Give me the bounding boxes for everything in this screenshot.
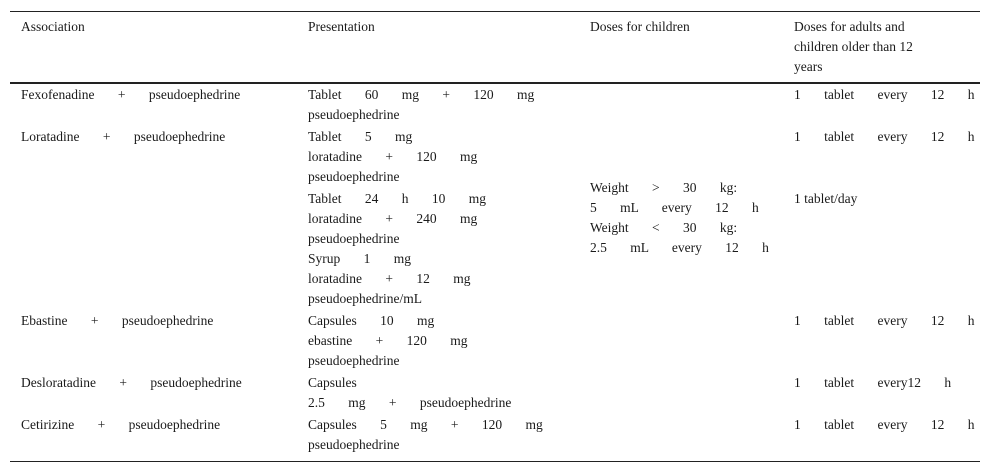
header-association: Association <box>21 19 85 34</box>
adult-dose-desloratadine: 1 tablet every12 h <box>794 375 952 390</box>
table-header-rule <box>10 82 980 84</box>
presentation-loratadine-line5: loratadine + 240 mg <box>308 211 478 226</box>
presentation-fexofenadine-line2: pseudoephedrine <box>308 107 400 122</box>
association-desloratadine: Desloratadine + pseudoephedrine <box>21 375 242 390</box>
children-dose-line3: Weight < 30 kg: <box>590 220 738 235</box>
header-doses-adults-line1: Doses for adults and <box>794 19 905 34</box>
presentation-loratadine-line2: loratadine + 120 mg <box>308 149 478 164</box>
presentation-fexofenadine-line1: Tablet 60 mg + 120 mg <box>308 87 535 102</box>
adult-dose-loratadine-a: 1 tablet every 12 h <box>794 129 975 144</box>
presentation-loratadine-line9: pseudoephedrine/mL <box>308 291 422 306</box>
association-cetirizine: Cetirizine + pseudoephedrine <box>21 417 221 432</box>
presentation-cetirizine-line1: Capsules 5 mg + 120 mg <box>308 417 543 432</box>
header-doses-adults-line2: children older than 12 <box>794 39 913 54</box>
presentation-loratadine-line7: Syrup 1 mg <box>308 251 412 266</box>
adult-dose-fexofenadine: 1 tablet every 12 h <box>794 87 975 102</box>
header-doses-children: Doses for children <box>590 19 690 34</box>
presentation-ebastine-line2: ebastine + 120 mg <box>308 333 468 348</box>
presentation-desloratadine-line2: 2.5 mg + pseudoephedrine <box>308 395 512 410</box>
presentation-loratadine-line4: Tablet 24 h 10 mg <box>308 191 487 206</box>
association-ebastine: Ebastine + pseudoephedrine <box>21 313 214 328</box>
association-loratadine: Loratadine + pseudoephedrine <box>21 129 226 144</box>
presentation-loratadine-line8: loratadine + 12 mg <box>308 271 471 286</box>
presentation-cetirizine-line2: pseudoephedrine <box>308 437 400 452</box>
header-presentation: Presentation <box>308 19 375 34</box>
presentation-ebastine-line3: pseudoephedrine <box>308 353 400 368</box>
presentation-ebastine-line1: Capsules 10 mg <box>308 313 435 328</box>
table-bottom-rule <box>10 461 980 462</box>
children-dose-line4: 2.5 mL every 12 h <box>590 240 769 255</box>
table-top-rule <box>10 11 980 12</box>
adult-dose-loratadine-b: 1 tablet/day <box>794 191 858 206</box>
children-dose-line1: Weight > 30 kg: <box>590 180 738 195</box>
association-fexofenadine: Fexofenadine + pseudoephedrine <box>21 87 241 102</box>
presentation-loratadine-line6: pseudoephedrine <box>308 231 400 246</box>
adult-dose-cetirizine: 1 tablet every 12 h <box>794 417 975 432</box>
header-doses-adults-line3: years <box>794 59 823 74</box>
presentation-desloratadine-line1: Capsules <box>308 375 357 390</box>
children-dose-line2: 5 mL every 12 h <box>590 200 759 215</box>
presentation-loratadine-line1: Tablet 5 mg <box>308 129 413 144</box>
adult-dose-ebastine: 1 tablet every 12 h <box>794 313 975 328</box>
presentation-loratadine-line3: pseudoephedrine <box>308 169 400 184</box>
